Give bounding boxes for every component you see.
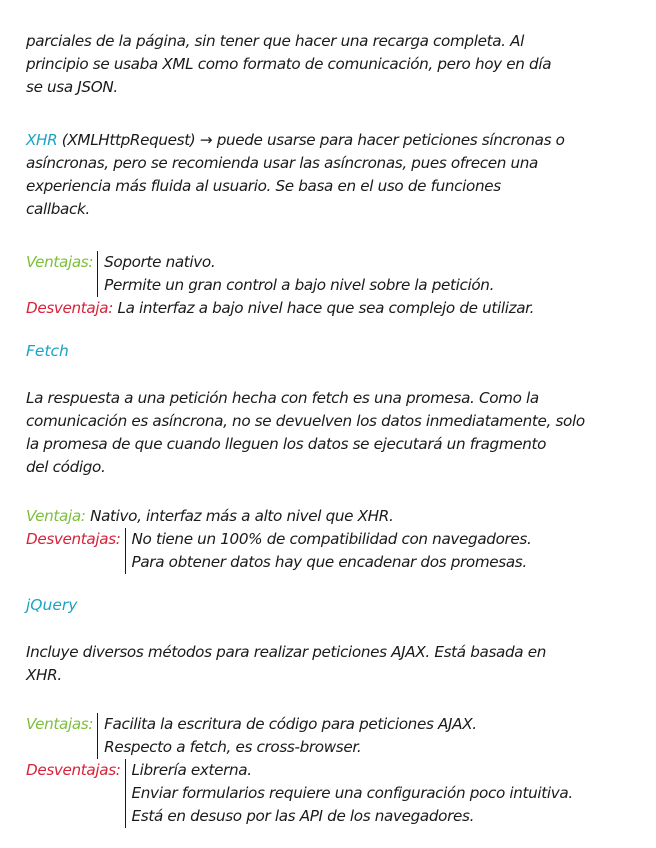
ventajas-list — [97, 713, 477, 759]
xhr-pros-cons — [26, 251, 634, 320]
text-line: experiencia más fluida al usuario. Se basa en el uso de funciones — [26, 177, 501, 195]
xhr-paragraph — [26, 129, 634, 221]
jquery-pros-cons — [26, 713, 634, 828]
xhr-ventajas — [26, 251, 634, 297]
text-line: Incluye diversos métodos para realizar peticiones AJAX. Está basada en — [26, 643, 546, 661]
desventaja-label: Desventaja: — [26, 299, 113, 317]
text-line: asíncronas, pero se recomienda usar las asíncronas, pues ofrecen una — [26, 154, 538, 172]
desventajas-list — [125, 528, 532, 574]
ventaja-text: Nativo, interfaz más a alto nivel que XHR. — [90, 507, 394, 525]
fetch-pros-cons — [26, 505, 634, 574]
ventajas-label: Ventajas: — [26, 715, 94, 733]
xhr-term: XHR — [26, 131, 58, 149]
fetch-ventaja — [26, 505, 634, 528]
text-line: comunicación es asíncrona, no se devuelven los datos inmediatamente, solo — [26, 412, 585, 430]
fetch-heading: Fetch — [26, 342, 69, 360]
text-line: la promesa de que cuando lleguen los datos se ejecutará un fragmento — [26, 435, 547, 453]
list-item: Está en desuso por las API de los navegadores. — [131, 807, 475, 825]
fetch-paragraph — [26, 387, 634, 479]
text-line: La respuesta a una petición hecha con fetch es una promesa. Como la — [26, 389, 539, 407]
text-line: parciales de la página, sin tener que hacer una recarga completa. Al — [26, 32, 525, 50]
text-line: del código. — [26, 458, 106, 476]
intro-paragraph — [26, 30, 634, 99]
xhr-line1-rest: (XMLHttpRequest) → puede usarse para hacer peticiones síncronas o — [57, 131, 565, 149]
list-item: Permite un gran control a bajo nivel sobre la petición. — [104, 276, 495, 294]
list-item: Facilita la escritura de código para peticiones AJAX. — [104, 715, 477, 733]
ventaja-label: Ventaja: — [26, 507, 86, 525]
list-item: Soporte nativo. — [104, 253, 216, 271]
desventaja-text: La interfaz a bajo nivel hace que sea complejo de utilizar. — [117, 299, 535, 317]
desventajas-label: Desventajas: — [26, 530, 121, 548]
text-line: callback. — [26, 200, 90, 218]
text-line: principio se usaba XML como formato de comunicación, pero hoy en día — [26, 55, 552, 73]
text-line — [26, 129, 634, 152]
text-line: XHR. — [26, 666, 62, 684]
jquery-paragraph — [26, 641, 634, 687]
fetch-desventajas — [26, 528, 634, 574]
list-item: Para obtener datos hay que encadenar dos promesas. — [131, 553, 527, 571]
list-item: Enviar formularios requiere una configuración poco intuitiva. — [131, 784, 573, 802]
text-line: se usa JSON. — [26, 78, 118, 96]
jquery-desventajas — [26, 759, 634, 828]
ventajas-label: Ventajas: — [26, 253, 94, 271]
list-item: No tiene un 100% de compatibilidad con navegadores. — [131, 530, 532, 548]
desventajas-label: Desventajas: — [26, 761, 121, 779]
desventajas-list — [125, 759, 573, 828]
list-item: Librería externa. — [131, 761, 252, 779]
ventajas-list — [97, 251, 494, 297]
jquery-ventajas — [26, 713, 634, 759]
list-item: Respecto a fetch, es cross-browser. — [104, 738, 362, 756]
xhr-desventaja — [26, 297, 634, 320]
jquery-heading: jQuery — [26, 596, 78, 614]
